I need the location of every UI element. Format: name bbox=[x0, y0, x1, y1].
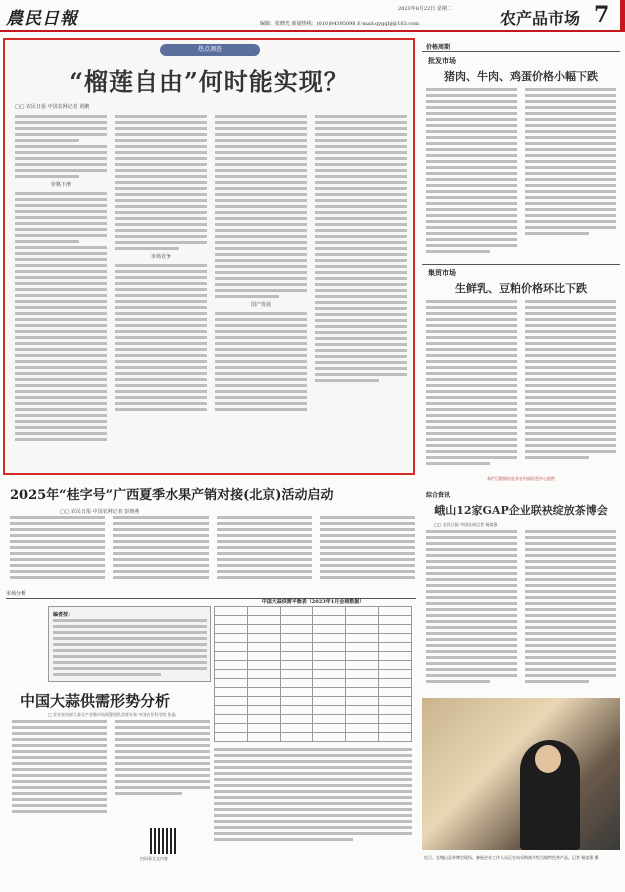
block2-section: 集贸市场 bbox=[428, 268, 456, 277]
article-body bbox=[15, 115, 407, 470]
main-headline: “榴莲自由”何时能实现？ bbox=[69, 67, 349, 96]
block1-label: 价格周期 bbox=[426, 44, 451, 51]
red-accent-bar bbox=[620, 0, 625, 30]
block1-title: 猪肉、牛肉、鸡蛋价格小幅下跌 bbox=[444, 70, 598, 83]
body-column bbox=[215, 115, 307, 470]
sec2-body bbox=[10, 516, 415, 584]
garlic-headline[interactable]: 中国大蒜供需形势分析 bbox=[20, 692, 171, 710]
body-column bbox=[315, 115, 407, 470]
subhead: 国产发展 bbox=[250, 302, 271, 308]
garlic-body bbox=[12, 720, 210, 820]
editor-note-title: 编者按： bbox=[53, 612, 74, 618]
masthead bbox=[0, 0, 625, 32]
right-column bbox=[422, 38, 620, 486]
block3-byline: □□ 农民日报·中国农网记者 杨富强 bbox=[434, 522, 498, 527]
block3-label: 综合资讯 bbox=[426, 492, 451, 499]
table-notes bbox=[214, 748, 412, 858]
table-title: 中国大蒜供需平衡表（2023年1月会商数据） bbox=[261, 599, 365, 605]
sec2-headline[interactable]: 2025年“桂字号”广西夏季水果产销对接(北京)活动启动 bbox=[10, 488, 334, 503]
right-column-lower bbox=[422, 490, 620, 695]
paper-name: 農民日報 bbox=[6, 9, 78, 29]
editor-line: 编辑：张晓光 新闻热线：(010)84395098 E-mail:qygqbj@163.com bbox=[260, 21, 419, 27]
body-column bbox=[115, 115, 207, 470]
main-byline: □□ 农民日报·中国农网记者 黄鹏 bbox=[15, 104, 90, 110]
subhead: 价格下滑 bbox=[50, 182, 71, 188]
photo-face bbox=[535, 745, 561, 773]
garlic-byline: □ 农业农村部大蒜全产业链市场预警团队首席专家·中国农业科学院 张晶 bbox=[48, 712, 176, 717]
sec2-byline: □□ 农民日报·中国农网记者 彭朝燕 bbox=[60, 509, 140, 515]
supply-demand-table bbox=[214, 598, 412, 860]
qr-caption: 扫码看全文内容 bbox=[140, 856, 168, 861]
block3-title: 峨山12家GAP企业联袂绽放茶博会 bbox=[434, 504, 608, 517]
table-grid bbox=[214, 606, 412, 742]
block2-body bbox=[426, 300, 616, 476]
main-article[interactable] bbox=[3, 38, 415, 475]
editor-note-box bbox=[48, 606, 211, 682]
block3-body bbox=[426, 530, 616, 690]
market-bar: 市场分析 bbox=[6, 591, 27, 597]
section-title: 农产品市场 bbox=[500, 9, 581, 28]
block1-section: 批发市场 bbox=[428, 56, 456, 65]
page-number: 7 bbox=[594, 2, 610, 28]
subhead: 市场竞争 bbox=[150, 254, 171, 260]
block2-note: 本栏目数据由农业农村部信息中心提供 bbox=[487, 476, 555, 481]
date-line: 2023年8月22日 星期二 bbox=[398, 6, 452, 12]
photo-caption: 近日，在峨山县茶博会现场，参展企业工作人员正在向采购商介绍当地特色茶产品。记者 杨富强 摄 bbox=[424, 855, 599, 860]
qr-code[interactable] bbox=[150, 828, 176, 854]
body-column bbox=[15, 115, 107, 470]
article-tag: 热点调查 bbox=[160, 44, 260, 56]
block2-title: 生鲜乳、豆粕价格环比下跌 bbox=[455, 282, 587, 295]
block1-body bbox=[426, 88, 616, 260]
